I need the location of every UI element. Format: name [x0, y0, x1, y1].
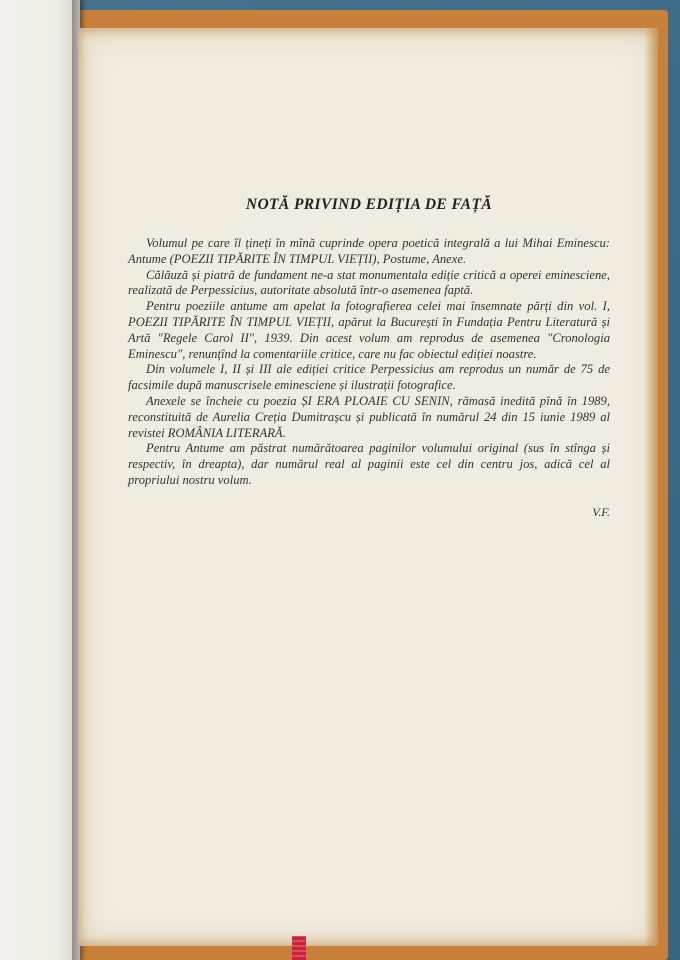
paragraph-antume-source: Pentru poeziile antume am apelat la fotografierea celei mai însemnate părți din vol. I, POEZII TIPĂRITE ÎN TIMPUL VIEȚII, apărut la București în Fundația Pentru Literatură și Artă "Regele Carol II", 1939. Din acest volum am reprodus de asemenea "Cronologia Eminescu", renunțînd la comentariile critice, care nu fac obiectul ediției noastre.: [128, 299, 610, 361]
page-content: [128, 196, 610, 520]
signature-initials: V.F.: [592, 504, 610, 519]
page-title: NOTĂ PRIVIND EDIȚIA DE FAȚĂ: [245, 196, 493, 213]
paragraph-facsimiles: Din volumele I, II și III ale ediției critice Perpessicius am reprodus un număr de 75 de facsimile după manuscrisele eminesciene și ilustrații fotografice.: [128, 362, 610, 393]
left-page: [0, 0, 80, 960]
bookmark-ribbon: [292, 936, 306, 960]
paragraph-page-numbering: Pentru Antume am păstrat numărătoarea paginilor volumului original (sus în stînga și respectiv, în dreapta), dar numărul real al paginii este cel din centru jos, adică cel al propriului nostru volum.: [128, 441, 610, 487]
page-edge-stain: [644, 28, 658, 946]
paragraph-critical-edition: Călăuză și piatră de fundament ne-a stat monumentala ediție critică a operei eminesciene, realizată de Perpessicius, autoritate absolută într-o asemenea faptă.: [128, 267, 610, 298]
paragraph-annexes: Anexele se încheie cu poezia ȘI ERA PLOAIE CU SENIN, rămasă inedită pînă în 1989, reconstituită de Aurelia Creția Dumitrașcu și publicată în numărul 24 din 15 iunie 1989 al revistei ROMÂNIA LITERARĂ.: [128, 393, 610, 440]
paragraph-volume-contents: Volumul pe care îl țineți în mînă cuprinde opera poetică integrală a lui Mihai Eminescu: Antume (POEZII TIPĂRITE ÎN TIMPUL VIEȚII), Postume, Anexe.: [128, 236, 610, 266]
